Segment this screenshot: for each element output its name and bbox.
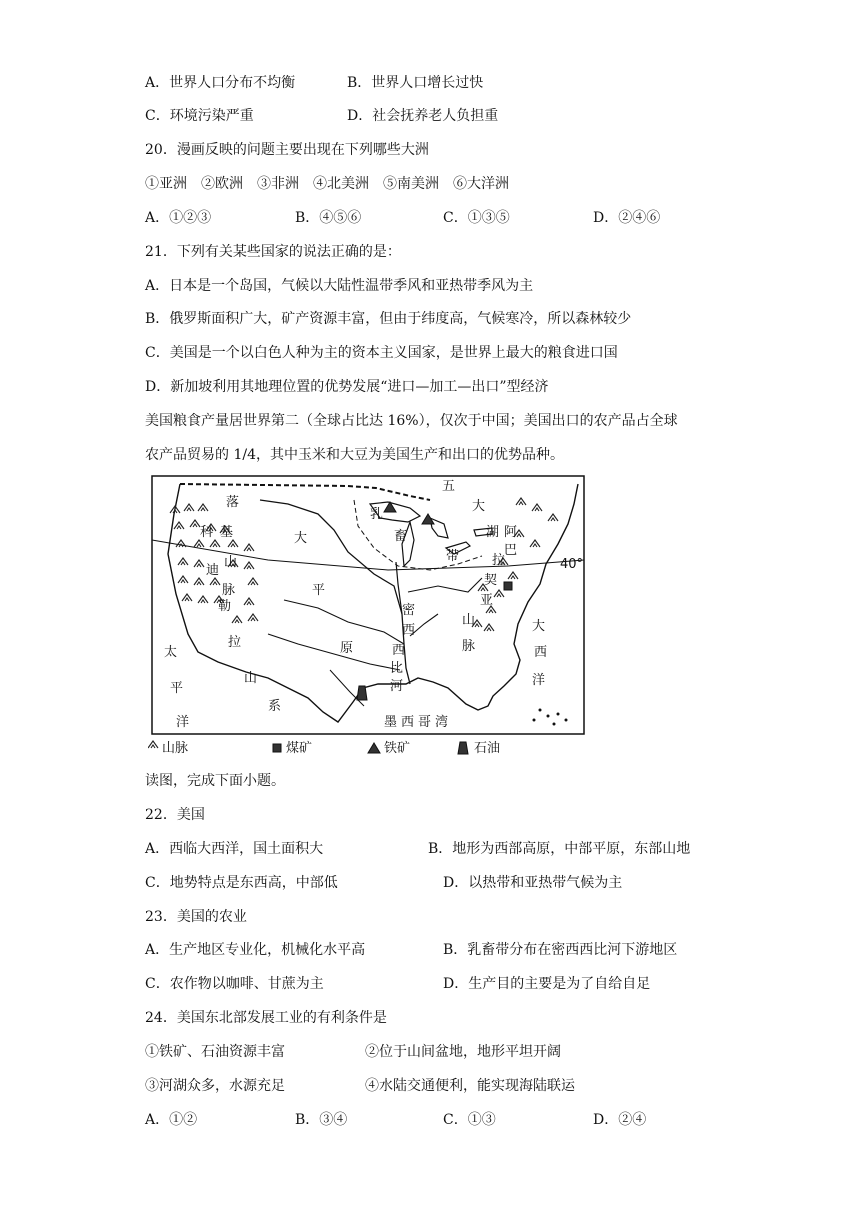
q22-option-a: A．西临大西洋，国土面积大: [145, 841, 324, 857]
label-di: 迪: [206, 563, 220, 578]
coal-symbol: [504, 582, 512, 590]
label-app-5: 亚: [480, 593, 494, 608]
label-rocky-1: 落: [226, 495, 240, 510]
q21-option-a: A．日本是一个岛国，气候以大陆性温带季风和亚热带季风为主: [145, 278, 534, 294]
label-app-4: 契: [484, 573, 498, 588]
q22-option-d: D．以热带和亚热带气候为主: [443, 875, 623, 891]
label-shan: 山: [244, 671, 258, 686]
q24-option-d: D．②④: [593, 1112, 647, 1128]
q21-stem: 21．下列有关某些国家的说法正确的是：: [145, 244, 401, 260]
q20-option-a: A．①②③: [145, 210, 212, 226]
legend-coal-icon: [273, 744, 281, 752]
q23-option-a: A．生产地区专业化，机械化水平高: [145, 942, 366, 958]
label-miss-2: 西: [402, 623, 416, 638]
q21-option-b: B．俄罗斯面积广大，矿产资源丰富，但由于纬度高，气候寒冷，所以森林较少: [145, 311, 632, 327]
q23-option-d: D．生产目的主要是为了自给自足: [443, 976, 651, 992]
q24-choice-2: ②位于山间盆地，地形平坦开阔: [365, 1044, 561, 1060]
q23-option-b: B．乳畜带分布在密西西比河下游地区: [443, 942, 678, 958]
label-rocky-3: 山: [224, 555, 238, 570]
legend-mountain-icon: [148, 741, 158, 748]
label-la: 拉: [228, 635, 242, 650]
label-atlantic-3: 洋: [532, 673, 546, 688]
legend-oil-icon: [458, 742, 468, 754]
label-app-2: 巴: [504, 543, 518, 558]
label-atlantic-2: 西: [534, 645, 548, 660]
q22-option-b: B．地形为西部高原，中部平原，东部山地: [428, 841, 691, 857]
legend-oil: 石油: [474, 741, 501, 756]
q24-stem: 24．美国东北部发展工业的有利条件是: [145, 1010, 387, 1026]
q22-option-c: C．地势特点是东西高，中部低: [145, 875, 338, 891]
q19-option-a: A．世界人口分布不均衡: [145, 75, 296, 91]
label-pacific-3: 洋: [176, 715, 190, 730]
label-pacific-1: 太: [164, 645, 178, 660]
label-atlantic-1: 大: [532, 619, 546, 634]
map-frame: [152, 476, 584, 734]
legend-mountain: 山脉: [162, 741, 189, 756]
label-miss-1: 密: [402, 603, 416, 618]
usa-map-figure: [148, 474, 588, 764]
q24-choice-4: ④水陆交通便利，能实现海陆联运: [365, 1078, 575, 1094]
q21-option-d: D．新加坡利用其地理位置的优势发展“进口—加工—出口”型经济: [145, 379, 549, 395]
map-legend: [148, 740, 500, 756]
label-gulf: 墨西哥湾: [384, 715, 453, 730]
label-lakes-1: 五: [442, 479, 456, 494]
label-app-7: 脉: [462, 639, 476, 654]
q24-choice-1: ①铁矿、石油资源丰富: [145, 1044, 285, 1060]
q20-option-b: B．④⑤⑥: [295, 210, 362, 226]
q20-stem: 20．漫画反映的问题主要出现在下列哪些大洲: [145, 142, 429, 158]
q24-option-c: C．①③: [443, 1112, 496, 1128]
q19-option-c: C．环境污染严重: [145, 108, 254, 124]
label-plain-3: 原: [340, 641, 354, 656]
oil-symbol: [357, 686, 367, 700]
label-lakes-3: 湖: [486, 525, 500, 540]
q19-option-b: B．世界人口增长过快: [347, 75, 484, 91]
label-miss-3: 西: [392, 643, 406, 658]
label-miss-5: 河: [390, 679, 404, 694]
label-plain-1: 大: [294, 531, 308, 546]
q23-stem: 23．美国的农业: [145, 909, 247, 925]
legend-coal: 煤矿: [286, 741, 313, 756]
label-dairy-3: 带: [446, 549, 460, 564]
label-xi: 系: [268, 699, 282, 714]
label-app-1: 阿: [504, 525, 518, 540]
label-rocky-2: 基: [220, 525, 234, 540]
label-ke: 科: [200, 525, 214, 540]
passage-line-2: 农产品贸易的 1/4，其中玉米和大豆为美国生产和出口的优势品种。: [145, 447, 564, 463]
label-miss-4: 比: [390, 661, 404, 676]
q22-stem: 22．美国: [145, 807, 205, 823]
q20-option-c: C．①③⑤: [443, 210, 510, 226]
q23-option-c: C．农作物以咖啡、甘蔗为主: [145, 976, 324, 992]
label-dairy-2: 畜: [394, 529, 408, 544]
q21-option-c: C．美国是一个以白色人种为主的资本主义国家，是世界上最大的粮食进口国: [145, 345, 618, 361]
label-rocky-4: 脉: [222, 583, 236, 598]
read-map-instruction: 读图，完成下面小题。: [145, 773, 285, 789]
label-app-3: 拉: [492, 553, 506, 568]
label-latitude: 40°: [560, 557, 584, 572]
passage-line-1: 美国粮食产量居世界第二（全球占比达 16%），仅次于中国；美国出口的农产品占全球: [145, 413, 678, 429]
legend-iron: 铁矿: [384, 741, 411, 756]
q24-option-a: A．①②: [145, 1112, 198, 1128]
label-le: 勒: [218, 599, 232, 614]
label-dairy-1: 乳: [370, 507, 384, 522]
q20-choices: ①亚洲 ②欧洲 ③非洲 ④北美洲 ⑤南美洲 ⑥大洋洲: [145, 176, 509, 192]
label-app-6: 山: [462, 613, 476, 628]
q19-option-d: D．社会抚养老人负担重: [347, 108, 499, 124]
q20-option-d: D．②④⑥: [593, 210, 661, 226]
label-plain-2: 平: [312, 583, 326, 598]
label-pacific-2: 平: [170, 681, 184, 696]
legend-iron-icon: [368, 743, 380, 753]
q24-option-b: B．③④: [295, 1112, 348, 1128]
label-lakes-2: 大: [472, 499, 486, 514]
q24-choice-3: ③河湖众多，水源充足: [145, 1078, 285, 1094]
